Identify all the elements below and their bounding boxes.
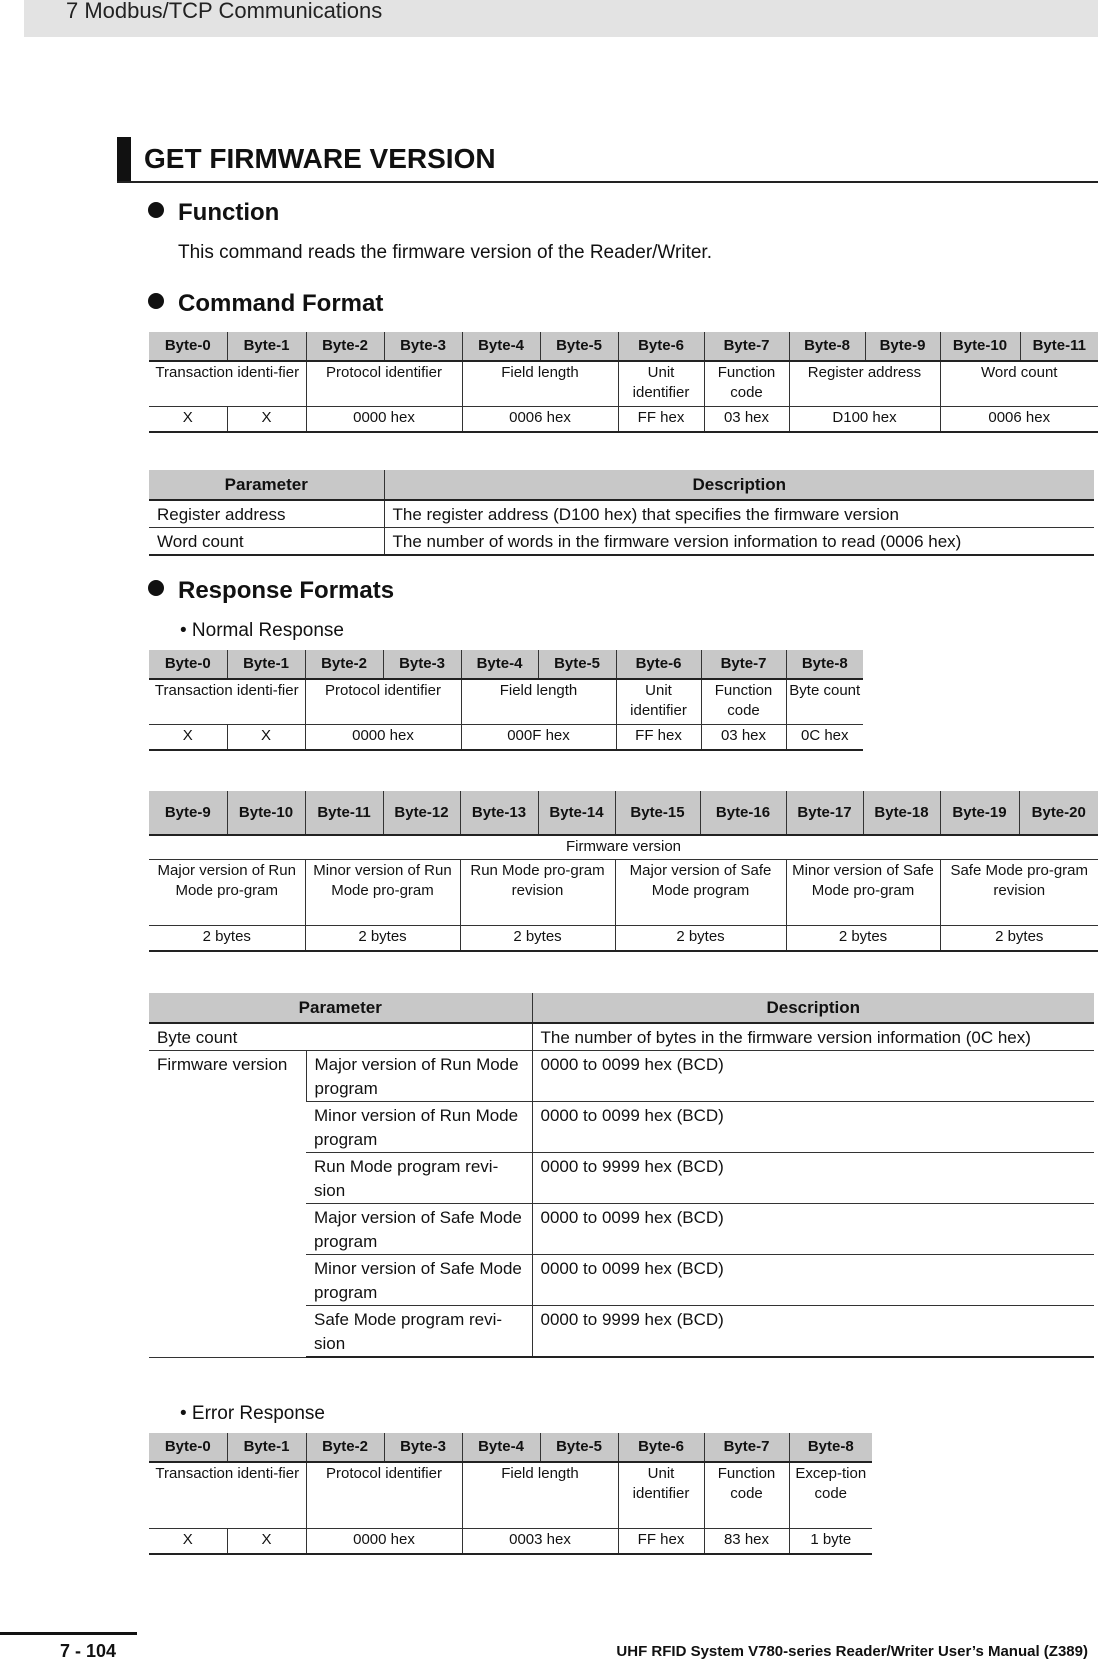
value-cell: 0006 hex [462, 406, 618, 432]
byte-header: Byte-6 [618, 332, 704, 361]
field-cell: Protocol identifier [306, 361, 462, 406]
byte-header: Byte-2 [306, 332, 384, 361]
normal-response-byte-table [149, 650, 863, 751]
byte-header: Byte-4 [462, 332, 540, 361]
byte-header: Byte-6 [616, 650, 701, 679]
value-cell: X [227, 406, 306, 432]
section-heading [117, 137, 1098, 183]
function-text: This command reads the firmware version of the Reader/Writer. [178, 242, 712, 263]
byte-header: Byte-3 [384, 1433, 462, 1462]
response-parameter-table [149, 993, 1094, 1358]
footer-rule [0, 1632, 137, 1635]
parameter-name: Minor version of Run Mode program [306, 1102, 532, 1153]
byte-header: Byte-18 [863, 791, 940, 835]
value-cell: 000F hex [461, 724, 616, 750]
value-cell: X [149, 1528, 227, 1554]
field-cell: Excep-tion code [789, 1462, 872, 1528]
parameter-name: Major version of Safe Mode program [306, 1204, 532, 1255]
byte-header: Byte-7 [704, 1433, 789, 1462]
field-cell: Word count [940, 361, 1098, 406]
value-cell: FF hex [616, 724, 701, 750]
section-marker [117, 137, 131, 181]
size-cell: 2 bytes [149, 925, 305, 951]
byte-header: Byte-9 [865, 332, 940, 361]
byte-header: Byte-14 [538, 791, 615, 835]
field-cell: Function code [701, 679, 786, 724]
value-cell: 0000 hex [306, 1528, 462, 1554]
byte-header: Byte-9 [149, 791, 227, 835]
value-cell: 03 hex [704, 406, 789, 432]
byte-header: Byte-1 [227, 1433, 306, 1462]
byte-header: Byte-10 [227, 791, 305, 835]
field-cell: Register address [789, 361, 940, 406]
column-header: Parameter [149, 470, 384, 500]
field-cell: Unit identifier [618, 361, 704, 406]
parameter-description: 0000 to 9999 hex (BCD) [532, 1306, 1094, 1358]
value-cell: X [149, 406, 227, 432]
parameter-description: 0000 to 0099 hex (BCD) [532, 1204, 1094, 1255]
error-response-byte-table [149, 1433, 872, 1555]
field-cell: Run Mode pro-gram revision [460, 859, 615, 925]
byte-header: Byte-4 [461, 650, 538, 679]
byte-header: Byte-0 [149, 1433, 227, 1462]
field-cell: Byte count [786, 679, 863, 724]
field-cell: Safe Mode pro-gram revision [940, 859, 1098, 925]
parameter-group-name: Firmware version [149, 1051, 306, 1358]
manual-title: UHF RFID System V780-series Reader/Writer User’s Manual (Z389) [616, 1643, 1088, 1660]
byte-header: Byte-19 [940, 791, 1019, 835]
size-cell: 2 bytes [940, 925, 1098, 951]
byte-header: Byte-8 [789, 1433, 872, 1462]
column-header: Description [532, 993, 1094, 1023]
value-cell: 83 hex [704, 1528, 789, 1554]
field-cell: Major version of Run Mode pro-gram [149, 859, 305, 925]
field-cell: Unit identifier [618, 1462, 704, 1528]
byte-header: Byte-7 [701, 650, 786, 679]
byte-header: Byte-10 [940, 332, 1020, 361]
byte-header: Byte-2 [305, 650, 383, 679]
bullet-icon [148, 580, 164, 596]
parameter-name: Word count [149, 528, 384, 556]
field-cell: Function code [704, 361, 789, 406]
field-cell: Major version of Safe Mode program [615, 859, 786, 925]
column-header: Parameter [149, 993, 532, 1023]
parameter-name: Byte count [149, 1023, 532, 1051]
parameter-description: 0000 to 0099 hex (BCD) [532, 1102, 1094, 1153]
parameter-name: Major version of Run Mode program [306, 1051, 532, 1102]
byte-header: Byte-8 [789, 332, 865, 361]
byte-header: Byte-2 [306, 1433, 384, 1462]
parameter-description: 0000 to 0099 hex (BCD) [532, 1255, 1094, 1306]
value-cell: 0C hex [786, 724, 863, 750]
byte-header: Byte-11 [1020, 332, 1098, 361]
chapter-title: 7 Modbus/TCP Communications [66, 0, 383, 23]
parameter-description: 0000 to 9999 hex (BCD) [532, 1153, 1094, 1204]
byte-header: Byte-6 [618, 1433, 704, 1462]
parameter-name: Register address [149, 500, 384, 528]
parameter-name: Minor version of Safe Mode program [306, 1255, 532, 1306]
field-cell: Field length [462, 1462, 618, 1528]
field-cell: Field length [462, 361, 618, 406]
command-byte-table [149, 332, 1098, 433]
firmware-version-span: Firmware version [149, 835, 1098, 859]
command-parameter-table [149, 470, 1094, 556]
response-formats-heading: Response Formats [148, 577, 394, 605]
parameter-name: Run Mode program revi-sion [306, 1153, 532, 1204]
value-cell: X [227, 724, 305, 750]
byte-header: Byte-7 [704, 332, 789, 361]
value-cell: 1 byte [789, 1528, 872, 1554]
field-cell: Transaction identi-fier [149, 361, 306, 406]
value-cell: 0006 hex [940, 406, 1098, 432]
byte-header: Byte-15 [615, 791, 700, 835]
value-cell: D100 hex [789, 406, 940, 432]
byte-header: Byte-0 [149, 332, 227, 361]
error-response-label: • Error Response [180, 1403, 325, 1424]
normal-response-label: • Normal Response [180, 620, 344, 641]
parameter-description: The number of words in the firmware version information to read (0006 hex) [384, 528, 1094, 556]
size-cell: 2 bytes [786, 925, 940, 951]
byte-header: Byte-1 [227, 650, 305, 679]
byte-header: Byte-0 [149, 650, 227, 679]
parameter-description: The number of bytes in the firmware version information (0C hex) [532, 1023, 1094, 1051]
value-cell: 03 hex [701, 724, 786, 750]
value-cell: 0003 hex [462, 1528, 618, 1554]
command-format-heading: Command Format [148, 290, 383, 318]
byte-header: Byte-3 [384, 332, 462, 361]
field-cell: Transaction identi-fier [149, 679, 305, 724]
field-cell: Transaction identi-fier [149, 1462, 306, 1528]
byte-header: Byte-5 [540, 332, 618, 361]
firmware-byte-table [149, 791, 1098, 952]
parameter-name: Safe Mode program revi-sion [306, 1306, 532, 1358]
bullet-icon [148, 293, 164, 309]
byte-header: Byte-1 [227, 332, 306, 361]
byte-header: Byte-3 [383, 650, 461, 679]
field-cell: Protocol identifier [305, 679, 461, 724]
field-cell: Field length [461, 679, 616, 724]
byte-header: Byte-5 [540, 1433, 618, 1462]
value-cell: X [149, 724, 227, 750]
byte-header: Byte-20 [1019, 791, 1098, 835]
value-cell: 0000 hex [306, 406, 462, 432]
section-title: GET FIRMWARE VERSION [144, 143, 496, 174]
page-number: 7 - 104 [60, 1641, 117, 1661]
chapter-header-bar [24, 0, 1098, 37]
parameter-description: The register address (D100 hex) that specifies the firmware version [384, 500, 1094, 528]
value-cell: X [227, 1528, 306, 1554]
value-cell: FF hex [618, 406, 704, 432]
byte-header: Byte-5 [538, 650, 616, 679]
field-cell: Function code [704, 1462, 789, 1528]
byte-header: Byte-13 [460, 791, 538, 835]
byte-header: Byte-4 [462, 1433, 540, 1462]
value-cell: 0000 hex [305, 724, 461, 750]
byte-header: Byte-17 [786, 791, 863, 835]
value-cell: FF hex [618, 1528, 704, 1554]
byte-header: Byte-8 [786, 650, 863, 679]
column-header: Description [384, 470, 1094, 500]
parameter-description: 0000 to 0099 hex (BCD) [532, 1051, 1094, 1102]
size-cell: 2 bytes [460, 925, 615, 951]
byte-header: Byte-12 [383, 791, 460, 835]
bullet-icon [148, 202, 164, 218]
function-heading: Function [148, 199, 279, 227]
byte-header: Byte-16 [700, 791, 786, 835]
field-cell: Minor version of Run Mode pro-gram [305, 859, 460, 925]
field-cell: Minor version of Safe Mode pro-gram [786, 859, 940, 925]
size-cell: 2 bytes [305, 925, 460, 951]
field-cell: Unit identifier [616, 679, 701, 724]
field-cell: Protocol identifier [306, 1462, 462, 1528]
size-cell: 2 bytes [615, 925, 786, 951]
byte-header: Byte-11 [305, 791, 383, 835]
